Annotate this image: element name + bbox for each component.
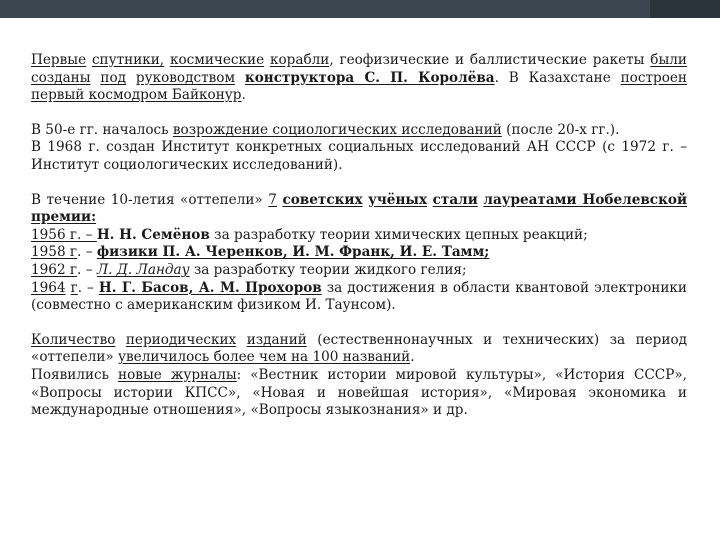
text-run: корабли — [269, 52, 330, 68]
paragraph-gap — [31, 105, 687, 122]
paragraph-journals — [31, 367, 687, 420]
text-run: советских — [282, 191, 363, 208]
text-run: Л. Д. Ландау — [96, 261, 190, 278]
text-run: (после 20-х гг.). — [501, 121, 620, 138]
text-run: стали — [432, 191, 478, 208]
paragraph-sputniks — [31, 52, 687, 105]
text-run: (естественнонаучных и технических) за период «оттепели» — [31, 331, 688, 366]
paragraph-periodicals — [31, 332, 687, 367]
text-run: 1956 г. – — [31, 226, 97, 243]
text-run: В 1968 г. создан Институт конкретных социальных исследований АН СССР (с 1972 г. – Институт социологических исследований). — [31, 139, 687, 173]
text-run: конструктора С. П. Королёва — [244, 69, 495, 86]
text-run: В 50-е гг. началось — [31, 121, 173, 138]
text-run: руководством — [135, 69, 236, 86]
text-run: увеличилось более чем на 100 названий — [118, 349, 411, 366]
text-run: : «Вестник истории мировой культуры», «История СССР», «Вопросы истории КПСС», «Новая и новейшая история», «Мировая экономика и международные отношения», «Вопросы языкознания» и др. — [31, 366, 687, 419]
text-run: Количество — [31, 331, 116, 348]
text-run: , геофизические и баллистические ракеты — [329, 52, 651, 68]
paragraph-nobel-intro — [31, 192, 687, 227]
text-run: 1964 — [31, 279, 66, 296]
text-run: г — [70, 279, 78, 296]
text-run — [236, 332, 246, 348]
text-run: . – — [77, 261, 97, 278]
paragraph-institute — [31, 139, 687, 174]
text-run: 1958 г — [31, 244, 78, 261]
text-run: физики П. А. Черенков, И. М. Франк, И. Е. Тамм; — [96, 244, 490, 261]
text-run: космические — [169, 52, 265, 68]
text-run: за достижения в области квантовой электроники (совместно с американским физиком И. Таунсом). — [31, 279, 687, 314]
text-run: 7 — [268, 191, 277, 208]
paragraph-gap — [31, 315, 687, 332]
text-run: периодических — [125, 331, 237, 348]
text-run: за разработку теории жидкого гелия; — [189, 261, 467, 278]
text-run: . — [410, 349, 415, 366]
text-run: Появились — [31, 366, 119, 383]
text-run: спутники, — [91, 52, 165, 68]
paragraph-gap — [31, 175, 687, 192]
paragraph-sociology — [31, 122, 687, 140]
text-run — [115, 332, 125, 348]
text-run: Н. Н. Семёнов — [96, 226, 210, 243]
nobel-item-1962 — [31, 262, 687, 280]
text-run — [235, 70, 245, 86]
text-run: за разработку теории химических цепных реакций; — [209, 226, 588, 243]
text-run: 1962 г — [31, 261, 78, 278]
slide-body — [31, 52, 687, 420]
text-run: учёных — [368, 191, 428, 208]
text-run: Первые — [31, 52, 87, 68]
text-run: построен первый космодром Байконур — [31, 69, 687, 104]
nobel-item-1956 — [31, 227, 687, 245]
text-run: лауреатами Нобелевской премии: — [31, 191, 688, 226]
text-run: . В Казахстане — [494, 69, 621, 86]
text-run: . — [241, 87, 246, 104]
nobel-item-1964 — [31, 280, 687, 315]
text-run: под — [100, 69, 127, 86]
text-run: созданы — [31, 69, 91, 86]
text-run — [126, 70, 136, 86]
text-run: В течение 10-летия «оттепели» — [31, 191, 269, 208]
nobel-item-1958 — [31, 244, 687, 262]
text-run: . – — [77, 244, 97, 261]
text-run: были — [650, 52, 687, 68]
text-run: изданий — [246, 331, 307, 348]
text-run: . – — [77, 279, 99, 296]
slide-header-bar — [0, 0, 720, 18]
text-run: Н. Г. Басов, А. М. Прохоров — [98, 279, 322, 296]
slide-header-accent — [650, 0, 720, 18]
text-run: новые журналы — [118, 366, 237, 383]
text-run — [91, 70, 101, 86]
text-run: возрождение социологических исследований — [172, 121, 502, 138]
